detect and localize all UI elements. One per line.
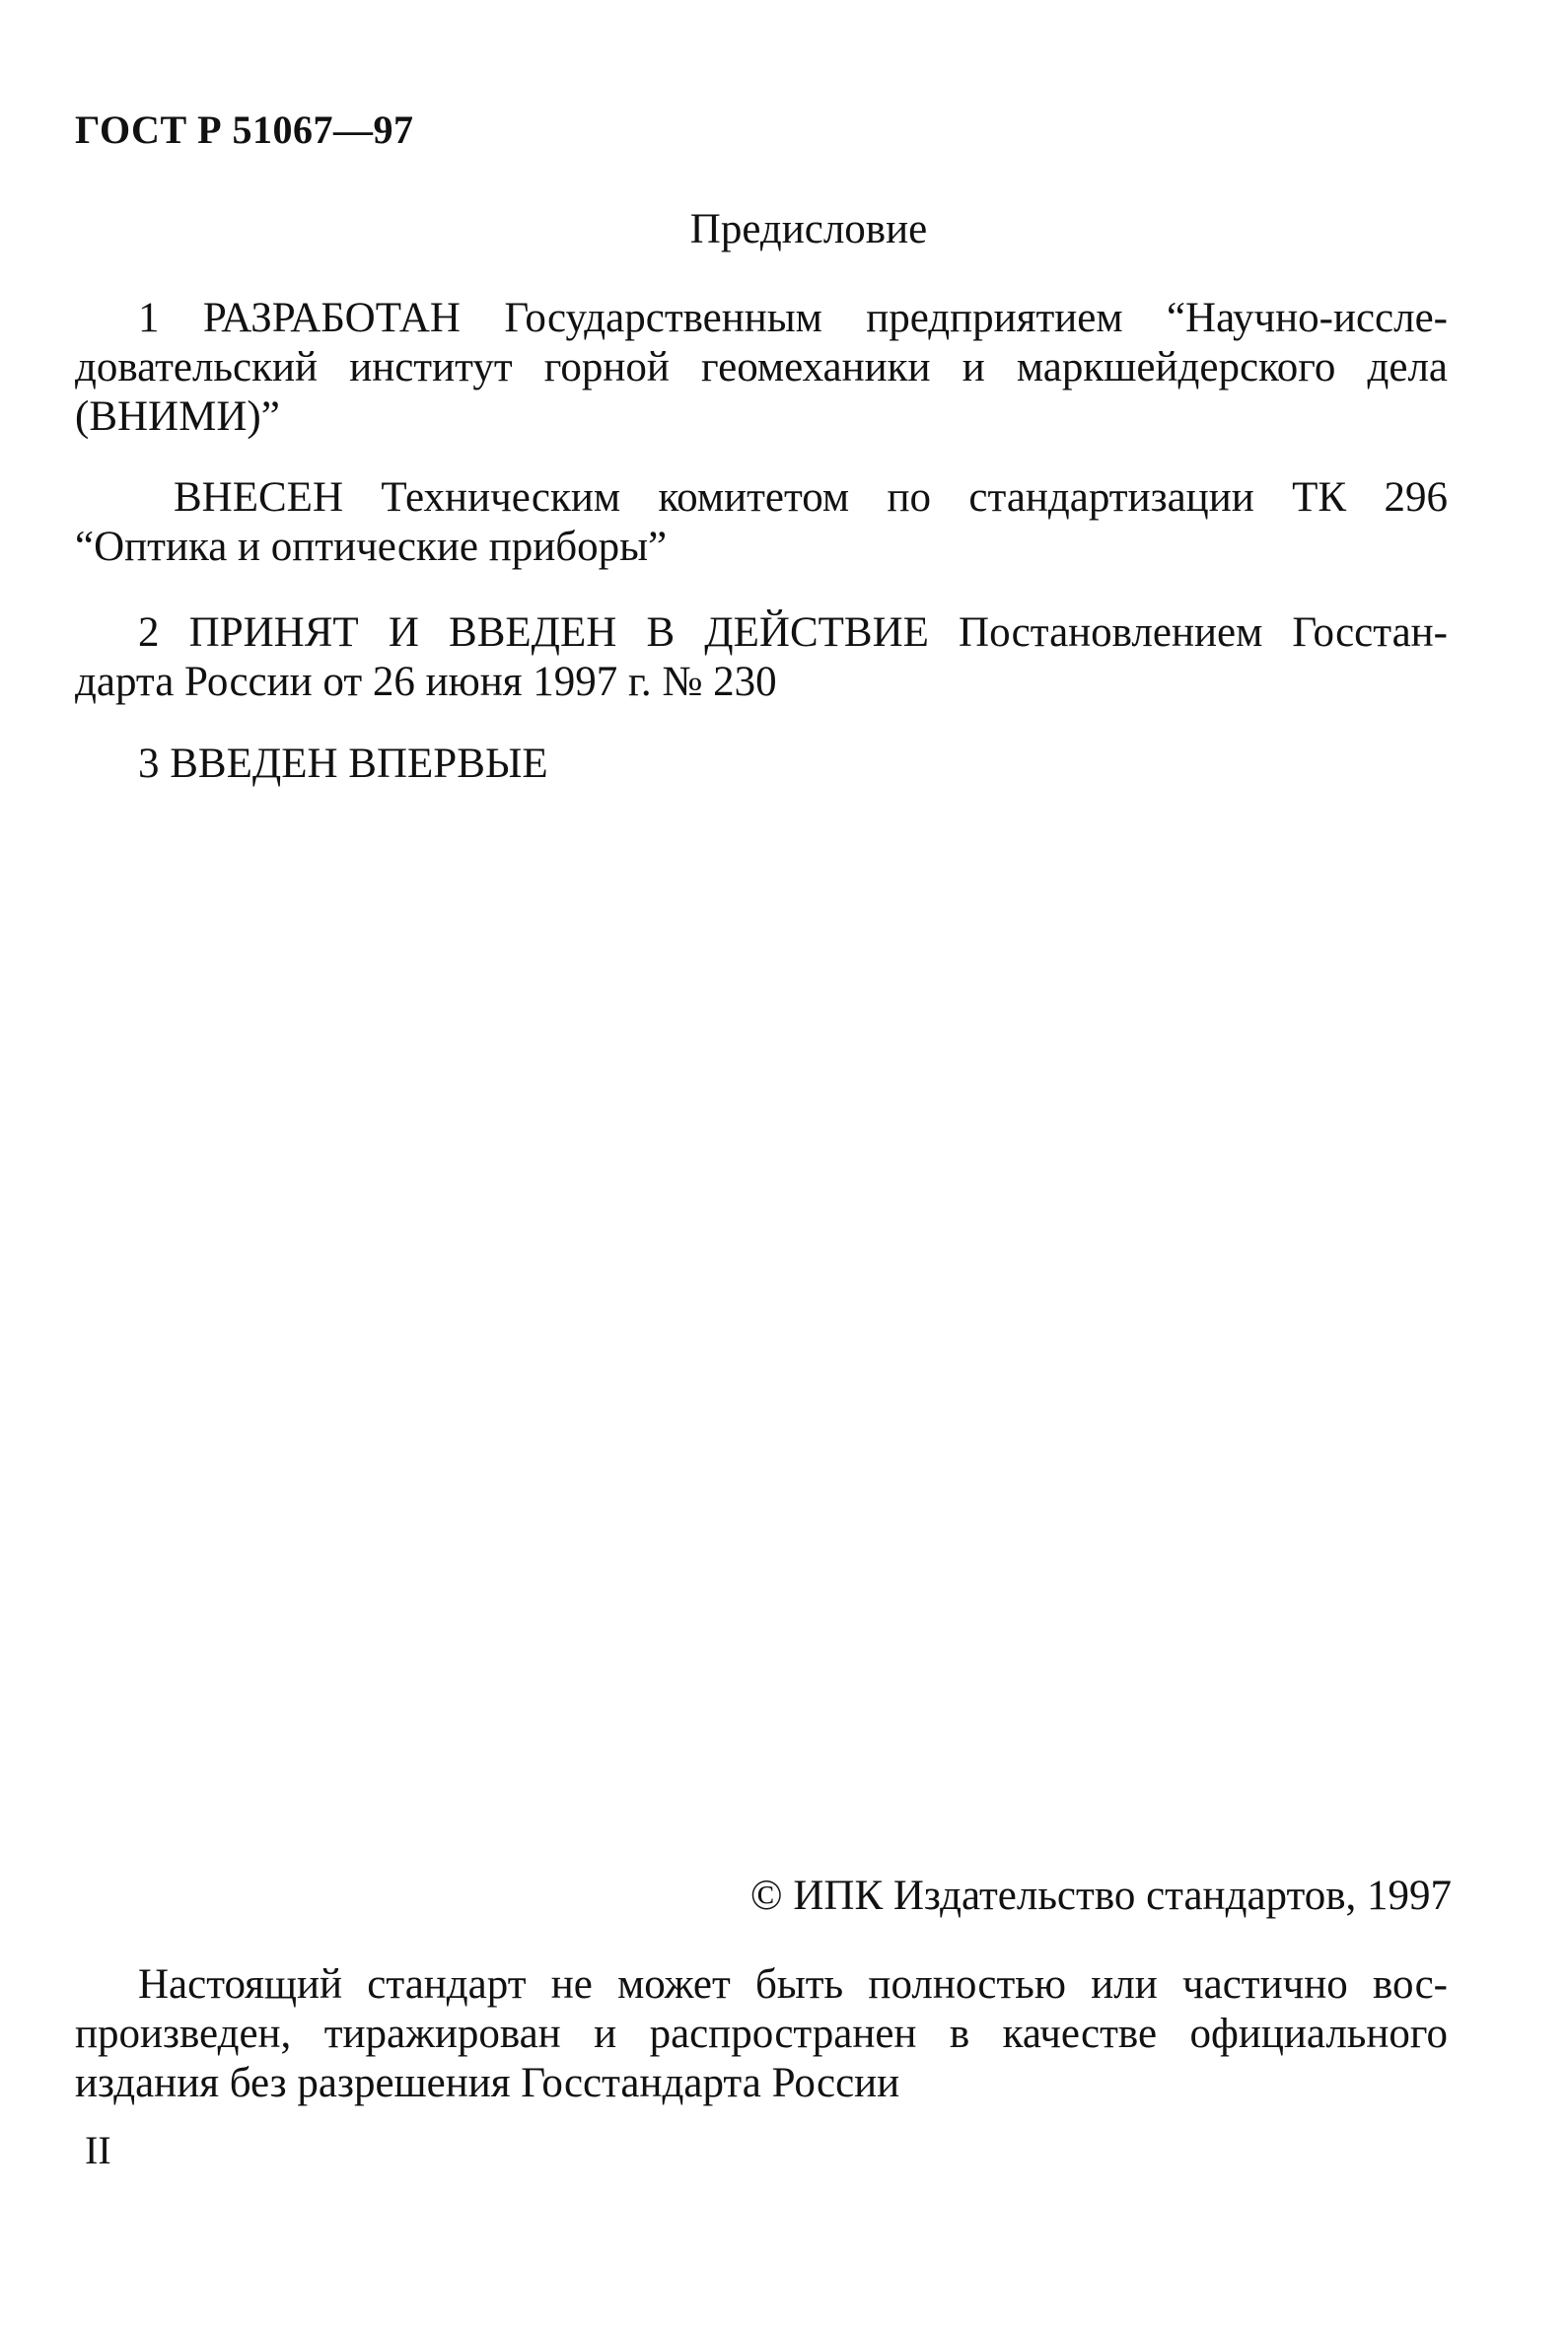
document-code: ГОСТ Р 51067—97 [75, 107, 414, 152]
preface-heading-text: Предисловие [689, 206, 928, 252]
preface-item-2 [75, 608, 1448, 707]
reproduction-notice [75, 1960, 1448, 2108]
preface-item-3 [75, 740, 1448, 789]
reproduction-notice-line-3: издания без разрешения Госстандарта России [75, 2060, 900, 2106]
reproduction-notice-line-1: Настоящий стандарт не может быть полностью или частично вос- [138, 1961, 1448, 2008]
preface-submitted-line-2: “Оптика и оптические приборы” [75, 524, 668, 570]
preface-item-1-line-3: (ВНИМИ)” [75, 393, 280, 440]
preface-item-2-line-1: 2 ПРИНЯТ И ВВЕДЕН В ДЕЙСТВИЕ Постановлением Госстан- [138, 609, 1448, 656]
copyright-notice: © ИПК Издательство стандартов, 1997 [749, 1873, 1452, 1919]
preface-item-2-line-2: дарта России от 26 июня 1997 г. № 230 [75, 659, 777, 705]
preface-item-1 [75, 294, 1448, 442]
preface-item-1-line-2: довательский институт горной геомеханики и маркшейдерского дела [75, 344, 1448, 390]
preface-item-3-line-1: 3 ВВЕДЕН ВПЕРВЫЕ [138, 741, 548, 787]
preface-heading [0, 205, 1568, 253]
reproduction-notice-line-2: произведен, тиражирован и распространен в качестве официального [75, 2011, 1448, 2057]
page-number: II [85, 2128, 111, 2172]
preface-submitted [75, 473, 1448, 572]
preface-item-1-line-1: 1 РАЗРАБОТАН Государственным предприятием “Научно-иссле- [138, 295, 1448, 341]
preface-submitted-line-1: ВНЕСЕН Техническим комитетом по стандартизации ТК 296 [174, 474, 1448, 521]
